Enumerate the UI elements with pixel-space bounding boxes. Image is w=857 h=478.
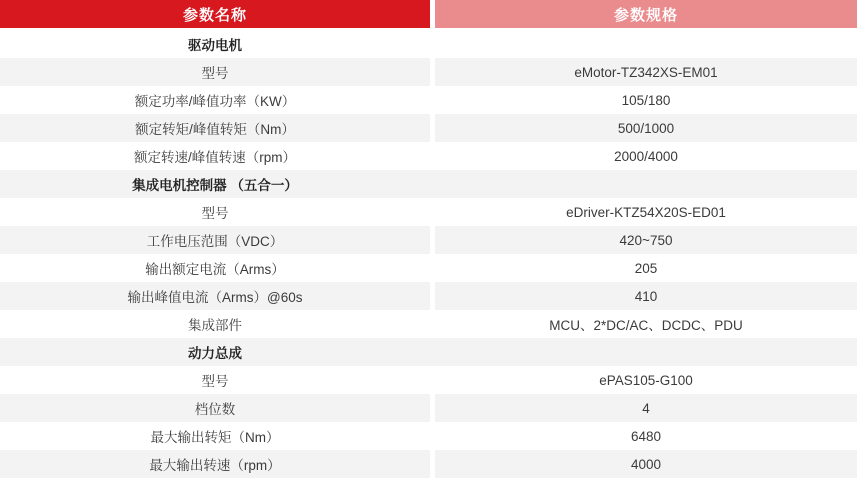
section-title: 驱动电机: [0, 30, 430, 58]
param-value: 410: [435, 282, 857, 310]
param-value: 4000: [435, 450, 857, 478]
section-title: 集成电机控制器 （五合一）: [0, 170, 430, 198]
param-name: 额定转速/峰值转速（rpm）: [0, 142, 430, 170]
param-value: 105/180: [435, 86, 857, 114]
spec-row: [0, 282, 857, 310]
param-value: eMotor-TZ342XS-EM01: [435, 58, 857, 86]
param-value: 500/1000: [435, 114, 857, 142]
section-row: [0, 30, 857, 58]
param-name: 输出峰值电流（Arms）@60s: [0, 282, 430, 310]
header-parameter-name: 参数名称: [0, 0, 430, 28]
param-value: [435, 170, 857, 198]
param-value: eDriver-KTZ54X20S-ED01: [435, 198, 857, 226]
param-value: 205: [435, 254, 857, 282]
param-name: 集成部件: [0, 310, 430, 338]
spec-row: [0, 226, 857, 254]
param-name: 型号: [0, 198, 430, 226]
param-value: 4: [435, 394, 857, 422]
spec-row: [0, 450, 857, 478]
param-value: 420~750: [435, 226, 857, 254]
spec-row: [0, 366, 857, 394]
param-name: 最大输出转矩（Nm）: [0, 422, 430, 450]
spec-row: [0, 142, 857, 170]
param-value: MCU、2*DC/AC、DCDC、PDU: [435, 310, 857, 338]
param-name: 输出额定电流（Arms）: [0, 254, 430, 282]
spec-row: [0, 254, 857, 282]
spec-row: [0, 114, 857, 142]
param-value: ePAS105-G100: [435, 366, 857, 394]
param-name: 额定转矩/峰值转矩（Nm）: [0, 114, 430, 142]
spec-row: [0, 310, 857, 338]
param-name: 型号: [0, 58, 430, 86]
spec-row: [0, 58, 857, 86]
spec-row: [0, 394, 857, 422]
section-title: 动力总成: [0, 338, 430, 366]
spec-table-rows: [0, 30, 857, 478]
param-name: 工作电压范围（VDC）: [0, 226, 430, 254]
param-value: 2000/4000: [435, 142, 857, 170]
section-row: [0, 170, 857, 198]
spec-row: [0, 422, 857, 450]
param-name: 档位数: [0, 394, 430, 422]
header-parameter-spec: 参数规格: [435, 0, 857, 28]
spec-row: [0, 86, 857, 114]
param-name: 型号: [0, 366, 430, 394]
spec-row: [0, 198, 857, 226]
section-row: [0, 338, 857, 366]
param-value: [435, 338, 857, 366]
table-header-row: [0, 0, 857, 28]
param-name: 额定功率/峰值功率（KW）: [0, 86, 430, 114]
param-value: [435, 30, 857, 58]
param-value: 6480: [435, 422, 857, 450]
param-name: 最大输出转速（rpm）: [0, 450, 430, 478]
